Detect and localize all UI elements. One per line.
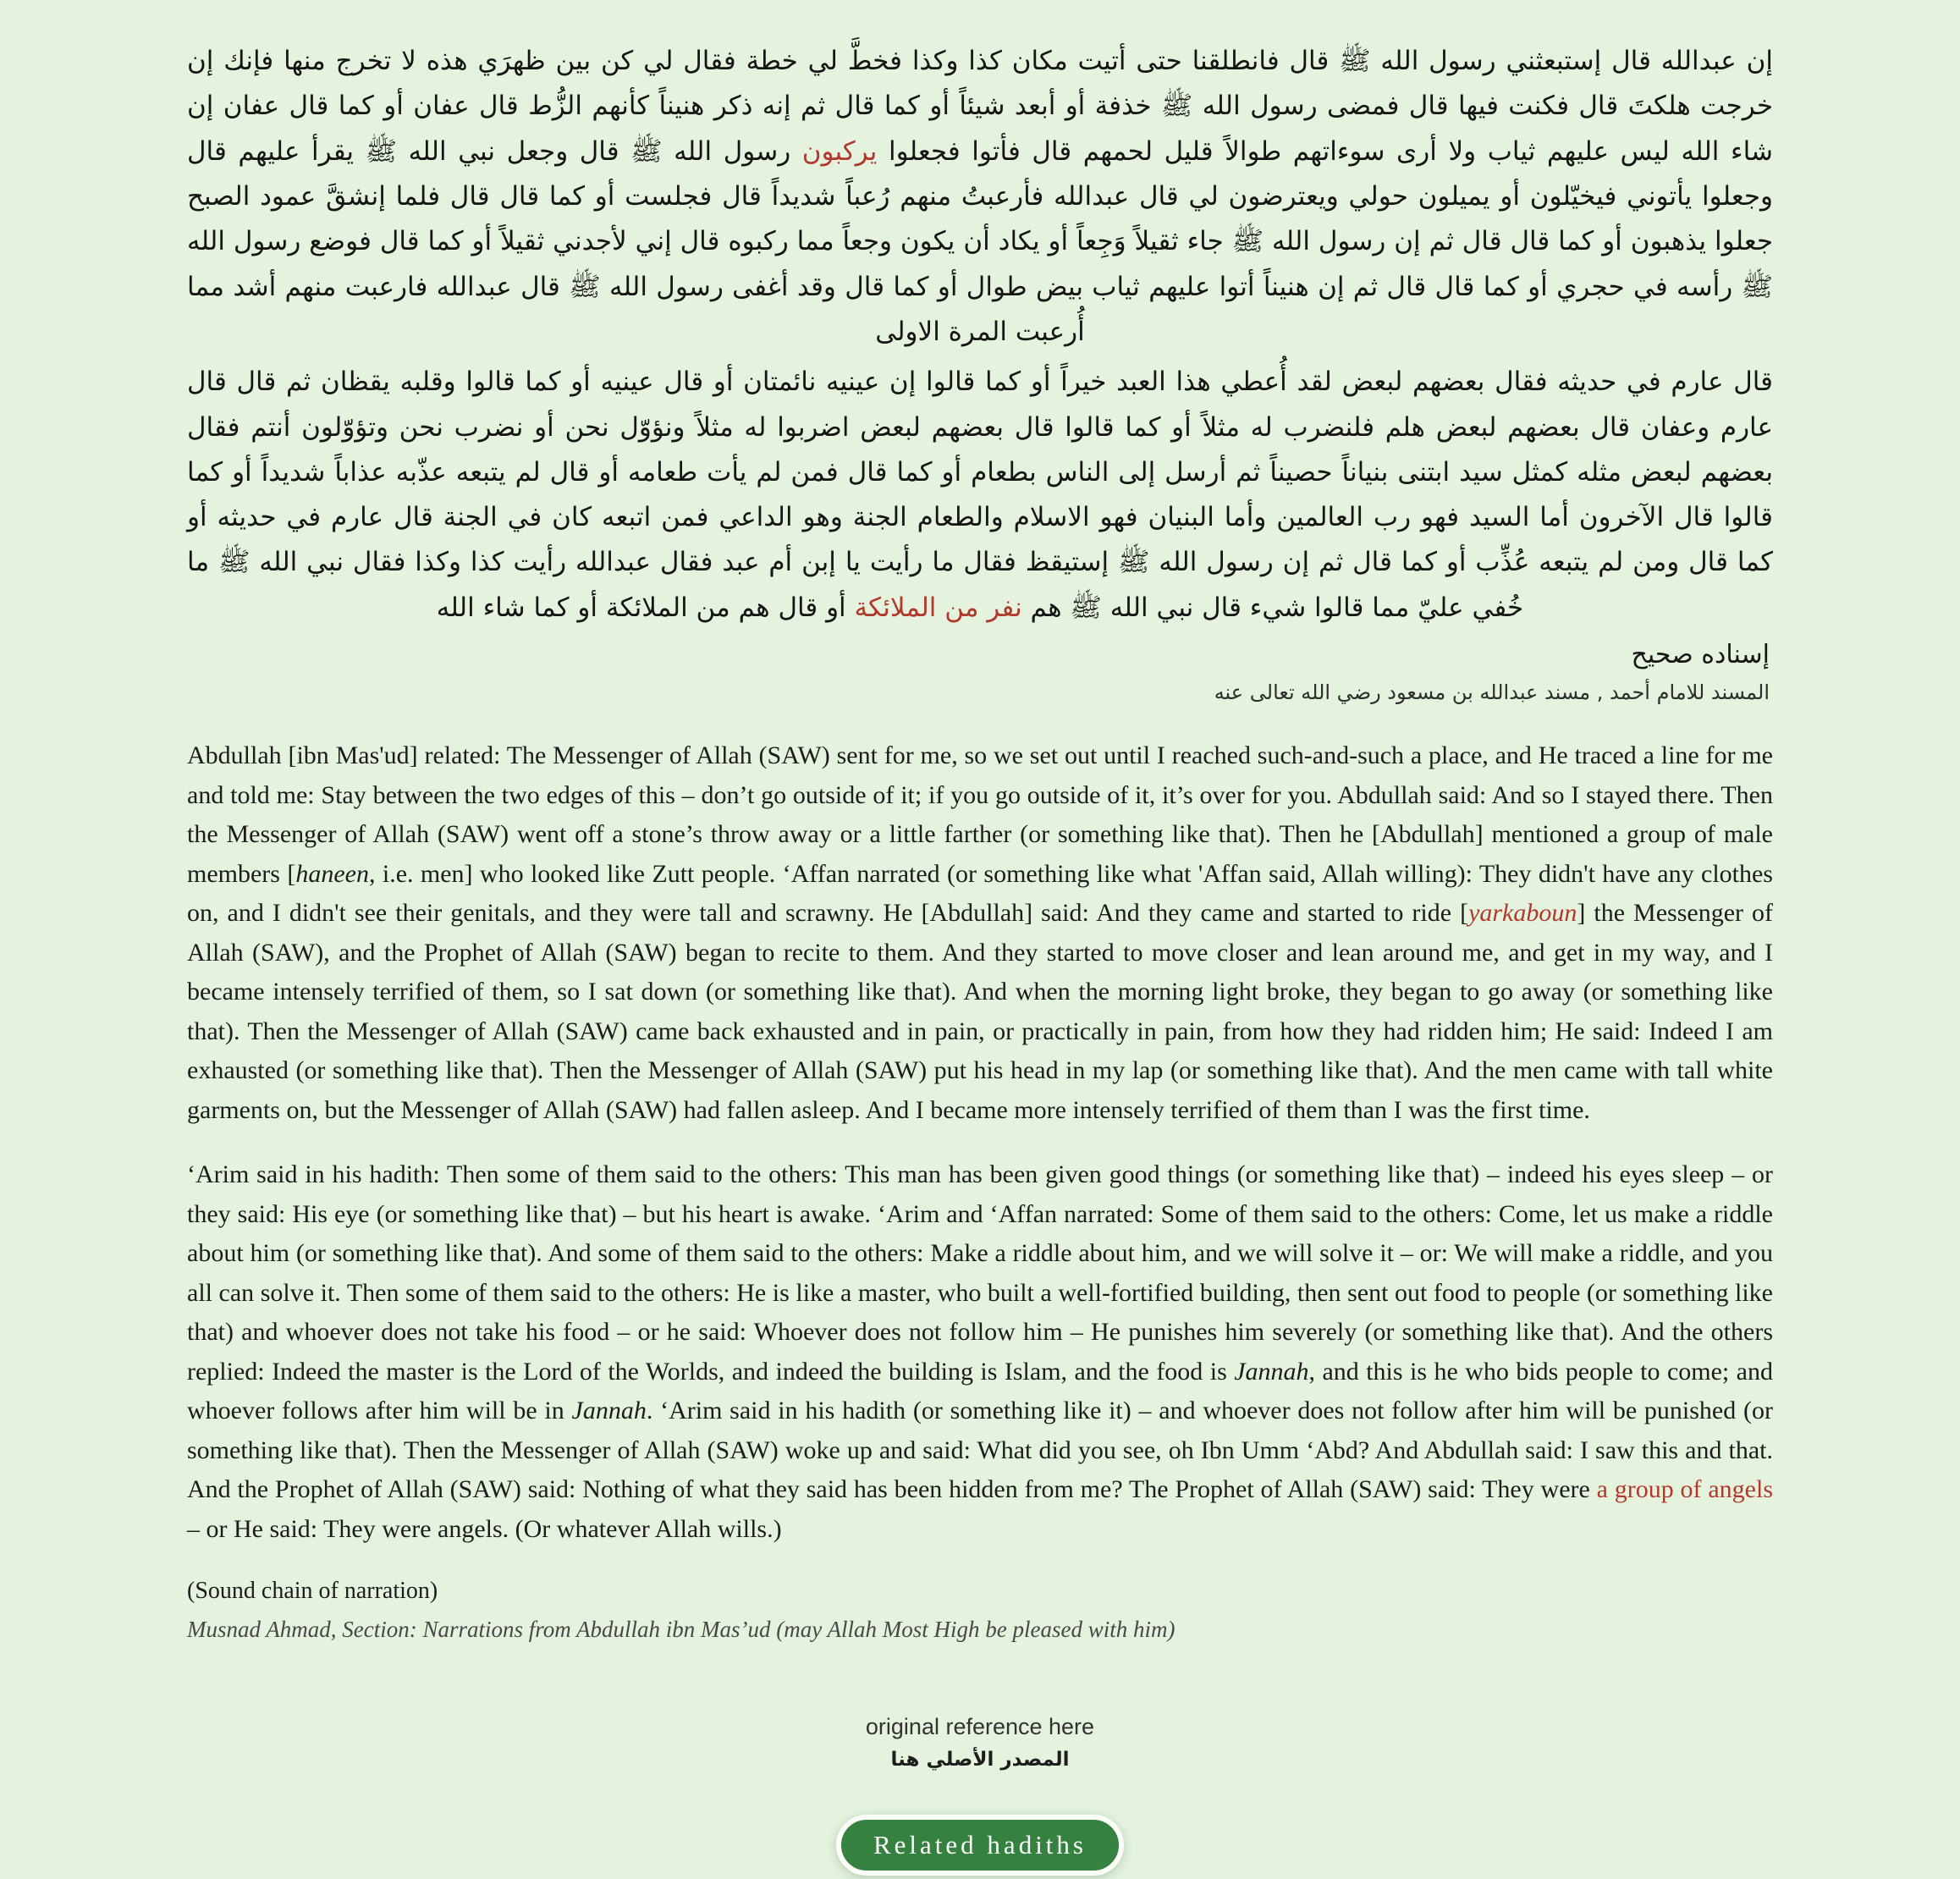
arabic-paragraph-1-text: إن عبدالله قال إستبعثني رسول الله ﷺ قال فانطلقنا حتى أتيت مكان كذا وكذا فخطَّ لي خطة فقال لي كن بين ظهرَي هذه لا تخرج منها فإنك إن خرجت هلكتَ قال فكنت فيها قال فمضى رسول الله ﷺ خذفة أو أبعد شيئاً أو كما قال ثم إنه ذكر هنيناً كأنهم الزُّط قال عفان أو كما قال عفان إن شاء الله ليس عليهم ثياب ولا أرى سوءاتهم طوالاً قليل لحمهم قال فأتوا فجعلوا bbox=[187, 46, 1773, 167]
english-paragraph-2-text: ‘Arim said in his hadith: Then some of them said to the others: This man has been given good things (or something like that) – indeed his eyes sleep – or they said: His eye (or something like that) – but his heart is awake. ‘Arim and ‘Affan narrated: Some of them said to the others: Come, let us make a riddle about him (or something like that). And some of them said to the others: Make a riddle about him, and we will solve it – or: We will make a riddle, and you all can solve it. Then some of them said to the others: He is like a master, who built a well-fortified building, then sent out food to people (or something like that) and whoever does not take his food – or he said: Whoever does not follow him – He punishes him severely (or something like that). And the others replied: Indeed the master is the Lord of the Worlds, and indeed the building is Islam, and the food is bbox=[187, 1160, 1773, 1386]
english-highlight-angels: a group of angels bbox=[1596, 1475, 1773, 1504]
arabic-paragraph-2-text-cont: أو قال هم من الملائكة أو كما شاء الله bbox=[436, 592, 855, 623]
english-paragraph-2-text-d: – or He said: They were angels. (Or whatever Allah wills.) bbox=[187, 1514, 782, 1543]
original-reference-link-en[interactable]: original reference here bbox=[865, 1714, 1095, 1740]
related-hadiths-button[interactable]: Related hadiths bbox=[836, 1815, 1124, 1876]
arabic-paragraph-2 bbox=[187, 360, 1773, 631]
english-paragraph-2-text-b: , and this is he who bids people to come; and whoever follows after him will be in bbox=[187, 1357, 1773, 1425]
footer-section bbox=[187, 1714, 1773, 1876]
english-paragraph-1 bbox=[187, 736, 1773, 1130]
english-paragraph-1-text-c: ] the Messenger of Allah (SAW), and the Prophet of Allah (SAW) began to recite to them. And they started to move closer and lean around me, and get in my way, and I became intensely terrified of them, so I sat down (or something like that). And when the morning light broke, they began to go away (or something like that). Then the Messenger of Allah (SAW) came back exhausted and in pain, or practically in pain, from how they had ridden him; He said: Indeed I am exhausted (or something like that). Then the Messenger of Allah (SAW) put his head in my lap (or something like that). And the men came with tall white garments on, but the Messenger of Allah (SAW) had fallen asleep. And I became more intensely terrified of them than I was the first time. bbox=[187, 899, 1773, 1124]
arabic-highlight-angels: نفر من الملائكة bbox=[854, 592, 1022, 623]
arabic-paragraph-2-text: قال عارم في حديثه فقال بعضهم لبعض لقد أُعطي هذا العبد خيراً أو كما قالوا إن عينيه نائمتان أو قال عينيه أو كما قالوا وقلبه يقظان ثم قال قال عارم وعفان قال بعضهم لبعض هلم فلنضرب له مثلاً أو كما قالوا قال بعضهم لبعض اضربوا له مثلاً ونؤوّل نحن أو نضرب نحن وتؤوّلون أنتم فقال بعضهم لبعض مثله كمثل سيد ابتنى بنياناً حصيناً ثم أرسل إلى الناس بطعام أو كما قال فمن لم يأت طعامه أو قال لم يتبعه عذّبه عذاباً شديداً أو كما قالوا قال الآخرون أما السيد فهو رب العالمين وأما البنيان فهو الاسلام والطعام الجنة وهو الداعي فمن اتبعه كان في الجنة قال عارم في حديثه أو كما قال ومن لم يتبعه عُذِّب أو كما قال ثم إن رسول الله ﷺ إستيقظ فقال ما رأيت يا إبن أم عبد فقال عبدالله رأيت كذا وكذا فقال نبي الله ﷺ ما خُفي عليّ مما قالوا شيء قال نبي الله ﷺ هم bbox=[187, 366, 1773, 623]
english-paragraph-2-text-c: . ‘Arim said in his hadith (or something like it) – and whoever does not follow after him will be punished (or something like that). Then the Messenger of Allah (SAW) woke up and said: What did you see, oh Ibn Umm ‘Abd? And Abdullah said: I saw this and that. And the Prophet of Allah (SAW) said: Nothing of what they said has been hidden from me? The Prophet of Allah (SAW) said: They were bbox=[187, 1397, 1773, 1504]
english-paragraph-2 bbox=[187, 1155, 1773, 1549]
transliteration-haneen: haneen bbox=[295, 859, 369, 888]
arabic-paragraph-1 bbox=[187, 39, 1773, 355]
arabic-highlight-yarkaboun: يركبون bbox=[801, 135, 878, 167]
english-translation-section bbox=[187, 736, 1773, 1646]
transliteration-jannah-1: Jannah bbox=[1234, 1357, 1309, 1386]
english-source-line: Musnad Ahmad, Section: Narrations from Abdullah ibn Mas’ud (may Allah Most High be pleased with him) bbox=[187, 1617, 1175, 1643]
original-reference-link-ar[interactable]: المصدر الأصلي هنا bbox=[890, 1749, 1070, 1772]
arabic-grading-line: إسناده صحيح bbox=[1631, 640, 1770, 670]
transliteration-yarkaboun: yarkaboun bbox=[1468, 899, 1577, 928]
arabic-paragraph-1-text-cont: رسول الله ﷺ قال وجعل نبي الله ﷺ يقرأ عليهم قال وجعلوا يأتوني فيخيّلون أو يميلون حولي ويعترضون لي قال عبدالله فأرعبتُ منهم رُعباً شديداً قال فجلست أو كما قال قال فلما إنشقَّ عمود الصبح جعلوا يذهبون أو كما قال قال ثم إن رسول الله ﷺ جاء ثقيلاً وَجِعاً أو يكاد أن يكون وجعاً مما ركبوه قال إني لأجدني ثقيلاً أو كما قال فوضع رسول الله ﷺ رأسه في حجري أو كما قال قال ثم إن هنيناً أتوا عليهم ثياب بيض طوال أو كما قال وقد أغفى رسول الله ﷺ قال عبدالله فارعبت منهم أشد مما أُرعبت المرة الاولى bbox=[187, 135, 1773, 347]
english-grading-line: (Sound chain of narration) bbox=[187, 1578, 438, 1605]
arabic-source-line: المسند للامام أحمد , مسند عبدالله بن مسعود رضي الله تعالى عنه bbox=[1214, 681, 1770, 705]
transliteration-jannah-2: Jannah bbox=[571, 1397, 647, 1425]
english-paragraph-1-text: Abdullah [ibn Mas'ud] related: The Messenger of Allah (SAW) sent for me, so we set out until I reached such-and-such a place, and He traced a line for me and told me: Stay between the two edges of this – don’t go outside of it; if you go outside of it, it’s over for you. Abdullah said: And so I stayed there. Then the Messenger of Allah (SAW) went off a stone’s throw away or a little farther (or something like that). Then he [Abdullah] mentioned a group of male members [ bbox=[187, 741, 1773, 888]
related-button-row bbox=[187, 1815, 1773, 1876]
arabic-hadith-section bbox=[187, 39, 1773, 708]
english-paragraph-1-text-b: , i.e. men] who looked like Zutt people. ‘Affan narrated (or something like what 'Affan said, Allah willing): They didn't have any clothes on, and I didn't see their genitals, and they were tall and scrawny. He [Abdullah] said: And they came and started to ride [ bbox=[187, 859, 1773, 928]
